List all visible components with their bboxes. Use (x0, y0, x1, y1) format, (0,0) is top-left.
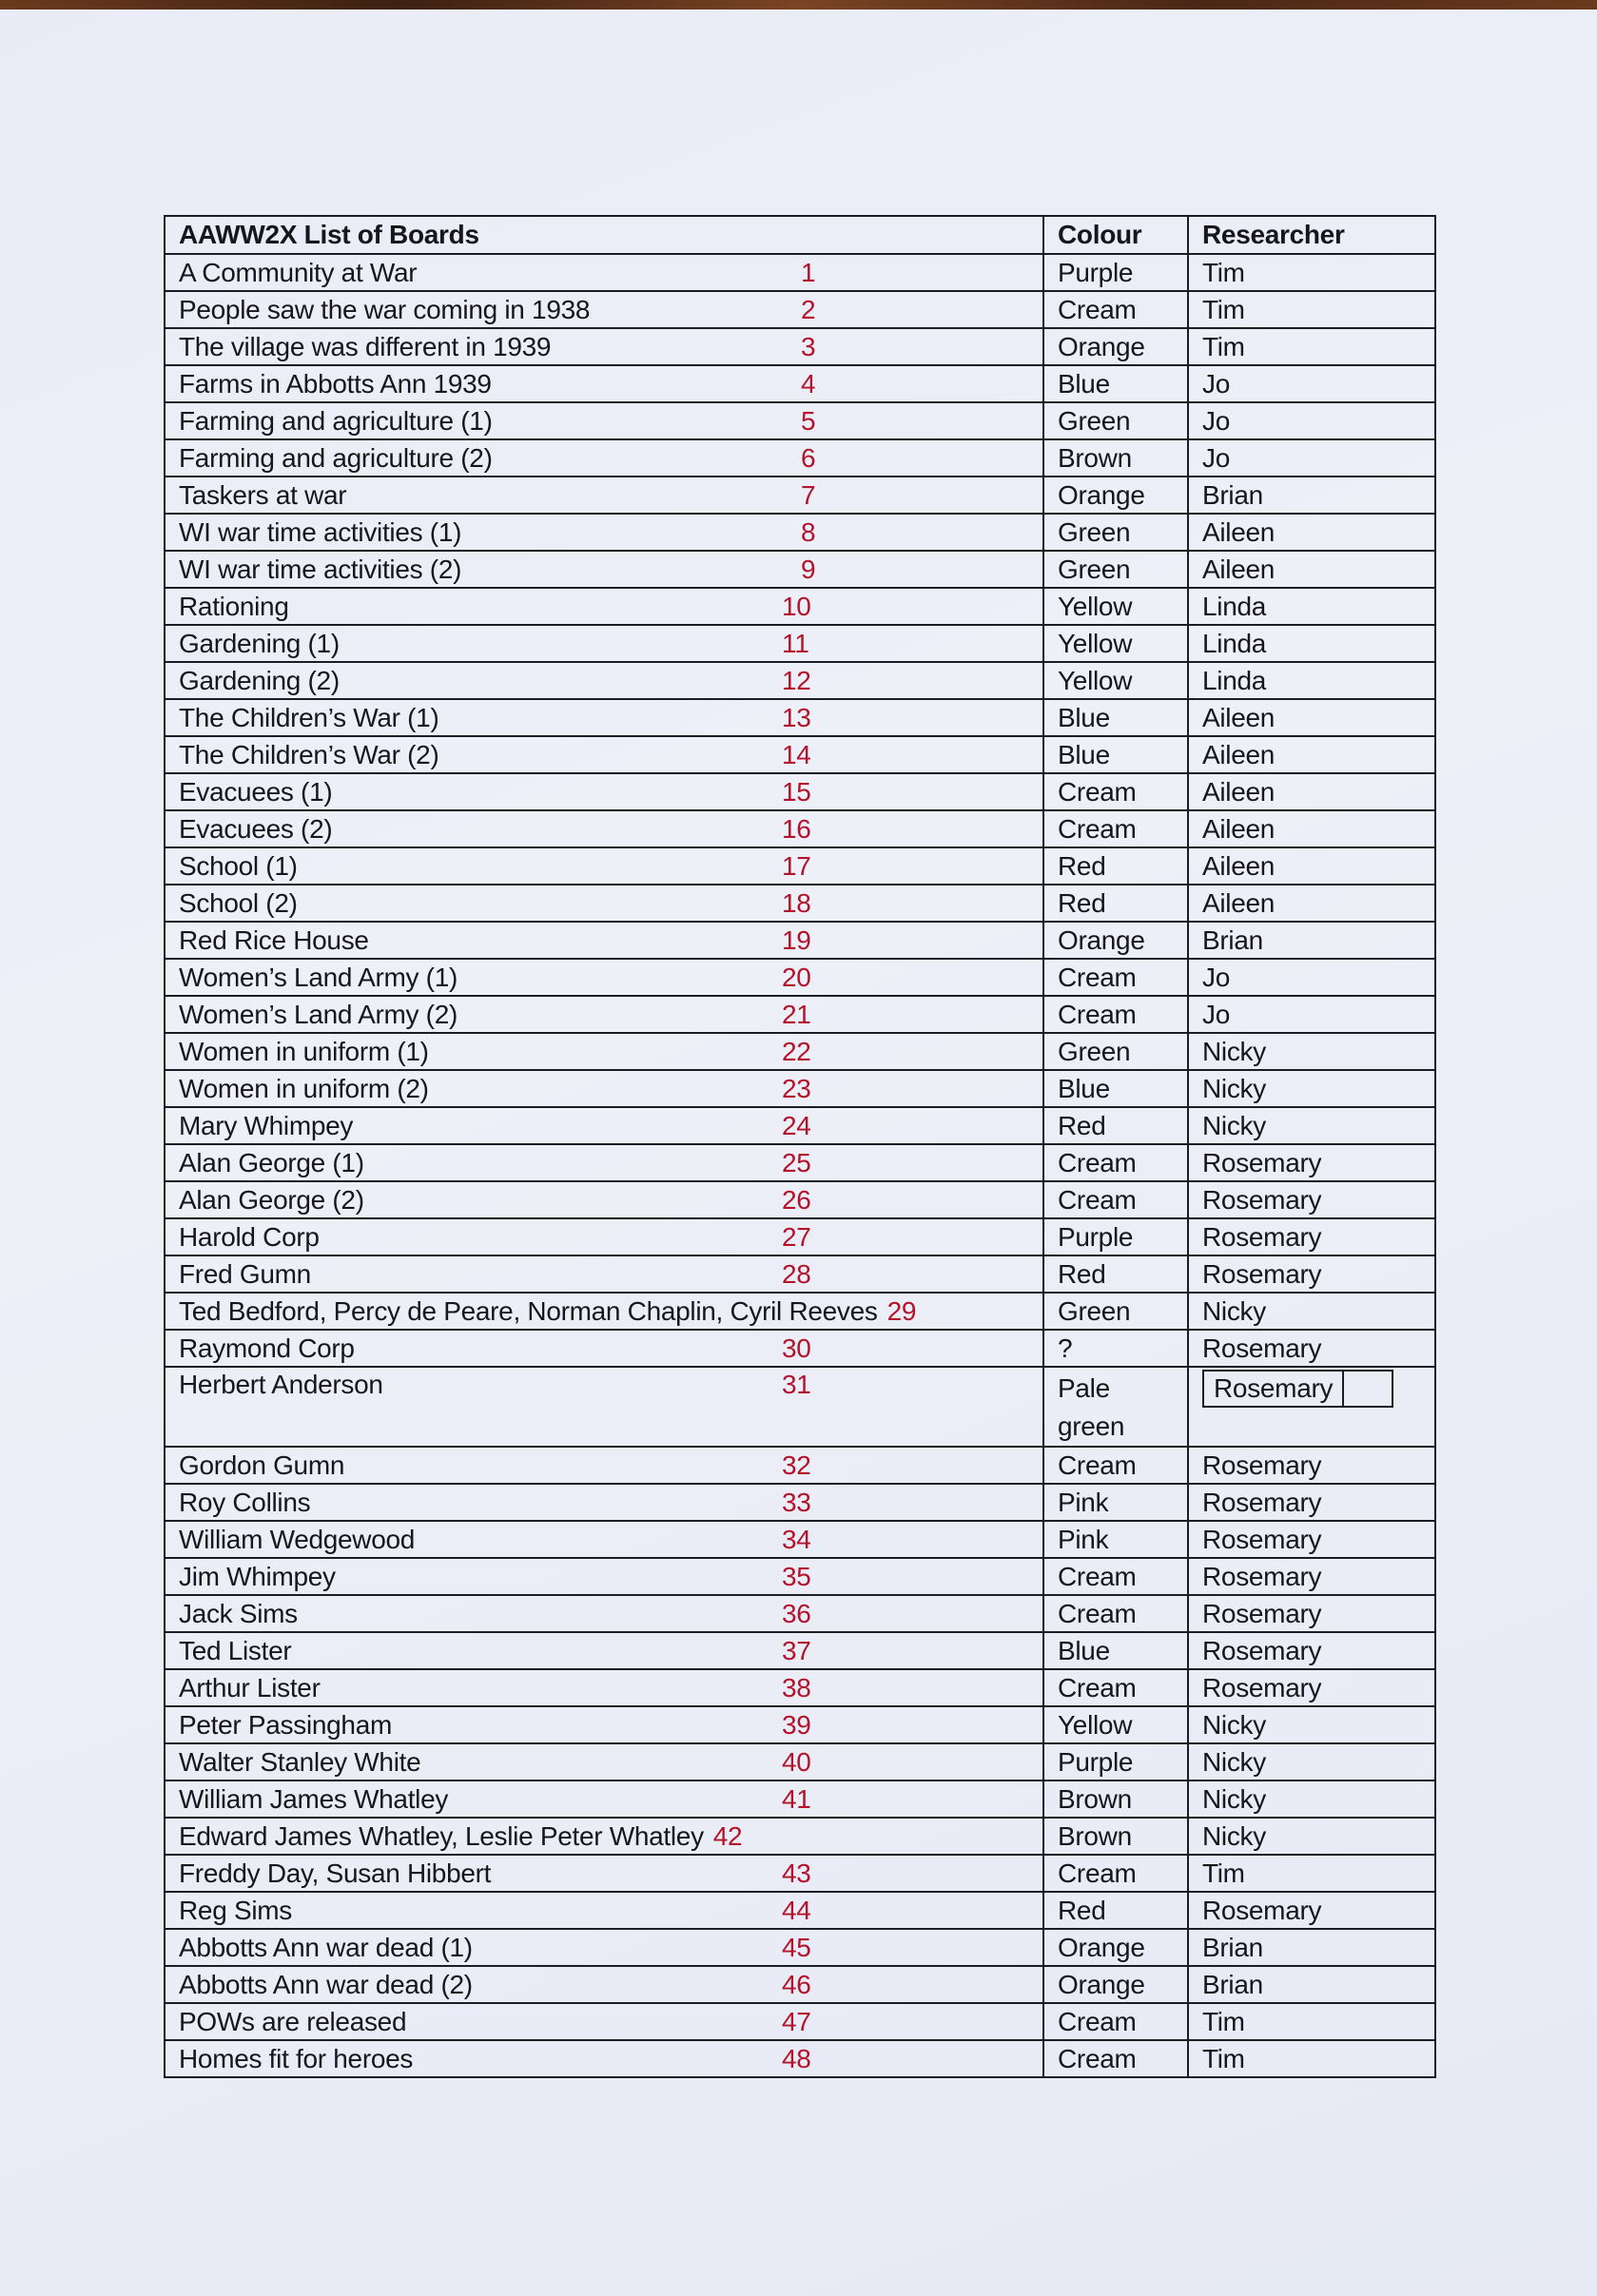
board-number: 45 (782, 1932, 811, 1962)
table-row (165, 625, 1435, 662)
board-name-cell (165, 477, 1043, 514)
colour-cell: Cream (1043, 810, 1188, 847)
colour-cell: Brown (1043, 439, 1188, 477)
board-number: 39 (782, 1709, 811, 1740)
table-row (165, 699, 1435, 736)
document-title: AAWW2X List of Boards (165, 216, 1043, 254)
board-number: 44 (782, 1895, 811, 1925)
board-number: 12 (782, 665, 811, 695)
researcher-cell: Rosemary (1188, 1669, 1435, 1706)
board-name: A Community at War (179, 257, 418, 287)
table-row (165, 1070, 1435, 1107)
board-number: 40 (782, 1746, 811, 1777)
table-header-row (165, 216, 1435, 254)
table-row (165, 1293, 1435, 1330)
board-number: 6 (801, 442, 816, 473)
board-number: 17 (782, 850, 811, 881)
colour-cell: Red (1043, 885, 1188, 922)
table-row (165, 1107, 1435, 1144)
board-name: Gardening (1) (179, 628, 340, 658)
board-name-cell (165, 588, 1043, 625)
table-row (165, 1181, 1435, 1218)
board-name-cell (165, 959, 1043, 996)
table-row (165, 1855, 1435, 1892)
colour-cell: Cream (1043, 996, 1188, 1033)
board-number: 43 (782, 1858, 811, 1888)
researcher-cell: Linda (1188, 625, 1435, 662)
table-row (165, 2040, 1435, 2077)
board-number: 5 (801, 405, 816, 436)
board-name-cell (165, 736, 1043, 773)
board-name: School (1) (179, 850, 298, 881)
board-name-cell (165, 514, 1043, 551)
board-name: Evacuees (2) (179, 813, 333, 844)
researcher-cell: Tim (1188, 291, 1435, 328)
board-name: Peter Passingham (179, 1709, 392, 1740)
table-row (165, 773, 1435, 810)
board-name-cell (165, 2040, 1043, 2077)
colour-cell: Cream (1043, 2003, 1188, 2040)
board-number: 11 (782, 628, 809, 658)
table-row (165, 662, 1435, 699)
table-row (165, 1484, 1435, 1521)
table-row (165, 847, 1435, 885)
researcher-cell: Jo (1188, 402, 1435, 439)
colour-cell: Brown (1043, 1780, 1188, 1818)
board-name: Abbotts Ann war dead (2) (179, 1969, 473, 1999)
board-number: 10 (782, 591, 811, 621)
board-number: 37 (782, 1635, 811, 1665)
board-name-cell (165, 1632, 1043, 1669)
colour-cell: Yellow (1043, 588, 1188, 625)
colour-cell: Purple (1043, 1743, 1188, 1780)
researcher-cell: Tim (1188, 328, 1435, 365)
board-number: 36 (782, 1598, 811, 1628)
board-name: Taskers at war (179, 479, 347, 510)
board-number: 38 (782, 1672, 811, 1703)
board-name: The Children’s War (2) (179, 739, 439, 769)
board-name-cell (165, 1144, 1043, 1181)
researcher-cell: Tim (1188, 2040, 1435, 2077)
researcher-cell: Aileen (1188, 773, 1435, 810)
board-name: WI war time activities (1) (179, 516, 462, 547)
board-name-cell (165, 1521, 1043, 1558)
colour-cell: Blue (1043, 699, 1188, 736)
board-name-cell (165, 365, 1043, 402)
researcher-cell: Nicky (1188, 1070, 1435, 1107)
board-name: Gordon Gumn (179, 1450, 345, 1480)
board-name-cell (165, 1033, 1043, 1070)
table-row (165, 1706, 1435, 1743)
board-name-cell (165, 2003, 1043, 2040)
colour-cell: Cream (1043, 1144, 1188, 1181)
researcher-cell: Rosemary (1188, 1484, 1435, 1521)
board-name: Farms in Abbotts Ann 1939 (179, 368, 492, 399)
board-name: School (2) (179, 887, 298, 918)
researcher-cell: Jo (1188, 365, 1435, 402)
board-number: 26 (782, 1184, 811, 1215)
board-number: 35 (782, 1561, 811, 1591)
board-number: 2 (801, 294, 816, 324)
board-name-cell (165, 773, 1043, 810)
board-name-cell (165, 1484, 1043, 1521)
colour-cell: Purple (1043, 254, 1188, 291)
table-row (165, 996, 1435, 1033)
table-row (165, 1780, 1435, 1818)
researcher-cell: Aileen (1188, 736, 1435, 773)
table-row (165, 1521, 1435, 1558)
table-row (165, 1144, 1435, 1181)
researcher-cell: Jo (1188, 996, 1435, 1033)
board-name-cell (165, 1780, 1043, 1818)
researcher-cell: Rosemary (1188, 1892, 1435, 1929)
board-name: Ted Bedford, Percy de Peare, Norman Chaplin, Cyril Reeves (179, 1295, 878, 1326)
researcher-cell: Rosemary (1188, 1632, 1435, 1669)
board-name-cell (165, 1818, 1043, 1855)
boards-table (164, 215, 1436, 2078)
researcher-cell: Aileen (1188, 699, 1435, 736)
colour-cell: Green (1043, 514, 1188, 551)
board-number: 46 (782, 1969, 811, 1999)
colour-cell: Yellow (1043, 1706, 1188, 1743)
board-name: Women in uniform (1) (179, 1036, 429, 1066)
table-row (165, 1632, 1435, 1669)
researcher-cell: Rosemary (1188, 1558, 1435, 1595)
researcher-cell: Tim (1188, 1855, 1435, 1892)
colour-cell: Yellow (1043, 662, 1188, 699)
researcher-cell: Aileen (1188, 810, 1435, 847)
colour-cell: Cream (1043, 1595, 1188, 1632)
board-number: 31 (782, 1370, 811, 1399)
board-name: Jim Whimpey (179, 1561, 336, 1591)
board-number: 1 (801, 257, 816, 287)
board-name-cell (165, 699, 1043, 736)
researcher-cell: Nicky (1188, 1107, 1435, 1144)
table-row (165, 1966, 1435, 2003)
board-name-cell (165, 922, 1043, 959)
board-number: 19 (782, 924, 811, 955)
board-name-cell (165, 1855, 1043, 1892)
table-row (165, 439, 1435, 477)
researcher-cell: Nicky (1188, 1743, 1435, 1780)
board-name: Farming and agriculture (1) (179, 405, 493, 436)
board-name: Reg Sims (179, 1895, 292, 1925)
colour-cell: Orange (1043, 1966, 1188, 2003)
board-number: 34 (782, 1524, 811, 1554)
colour-cell: Orange (1043, 1929, 1188, 1966)
colour-cell: Orange (1043, 328, 1188, 365)
board-name: Rationing (179, 591, 289, 621)
colour-cell: Yellow (1043, 625, 1188, 662)
board-number: 22 (782, 1036, 811, 1066)
board-name-cell (165, 402, 1043, 439)
board-name: William James Whatley (179, 1783, 449, 1814)
header-colour: Colour (1043, 216, 1188, 254)
board-name: Farming and agriculture (2) (179, 442, 493, 473)
researcher-cell: Brian (1188, 1966, 1435, 2003)
researcher-cell: Brian (1188, 922, 1435, 959)
board-name-cell (165, 1107, 1043, 1144)
table-row (165, 1447, 1435, 1484)
board-name: Alan George (2) (179, 1184, 364, 1215)
board-number: 21 (782, 999, 811, 1029)
board-number: 29 (886, 1295, 917, 1326)
board-name-cell (165, 1255, 1043, 1293)
board-name: Fred Gumn (179, 1258, 311, 1289)
board-name-cell (165, 1743, 1043, 1780)
table-row (165, 1033, 1435, 1070)
board-name-cell (165, 1706, 1043, 1743)
board-name: Abbotts Ann war dead (1) (179, 1932, 473, 1962)
researcher-cell: Nicky (1188, 1033, 1435, 1070)
table-row (165, 1218, 1435, 1255)
colour-cell: Pink (1043, 1484, 1188, 1521)
colour-cell: Red (1043, 1892, 1188, 1929)
colour-cell: Red (1043, 847, 1188, 885)
researcher-cell: Rosemary (1188, 1447, 1435, 1484)
colour-cell: Cream (1043, 291, 1188, 328)
stray-box-outline (1344, 1370, 1393, 1408)
board-name: Edward James Whatley, Leslie Peter Whatley (179, 1820, 704, 1851)
table-row (165, 588, 1435, 625)
board-name: Women’s Land Army (2) (179, 999, 458, 1029)
table-row (165, 365, 1435, 402)
colour-cell: Pale green (1043, 1367, 1188, 1447)
board-name: Women in uniform (2) (179, 1073, 429, 1103)
board-name: Women’s Land Army (1) (179, 962, 458, 992)
table-row (165, 736, 1435, 773)
board-name-cell (165, 1669, 1043, 1706)
table-row (165, 1558, 1435, 1595)
table-row (165, 514, 1435, 551)
table-row (165, 922, 1435, 959)
colour-cell: Cream (1043, 1558, 1188, 1595)
researcher-cell: Aileen (1188, 847, 1435, 885)
board-name-cell (165, 1558, 1043, 1595)
researcher-cell: Rosemary (1188, 1181, 1435, 1218)
colour-cell: Pink (1043, 1521, 1188, 1558)
colour-cell: Green (1043, 402, 1188, 439)
colour-cell: Blue (1043, 365, 1188, 402)
board-name-cell (165, 847, 1043, 885)
colour-cell: Cream (1043, 959, 1188, 996)
researcher-cell: Jo (1188, 439, 1435, 477)
colour-cell: Cream (1043, 1447, 1188, 1484)
board-number: 33 (782, 1487, 811, 1517)
researcher-cell: Rosemary (1188, 1521, 1435, 1558)
board-number: 8 (801, 516, 816, 547)
colour-cell: Blue (1043, 1070, 1188, 1107)
table-row (165, 328, 1435, 365)
board-name: Walter Stanley White (179, 1746, 421, 1777)
board-name-cell (165, 1070, 1043, 1107)
boards-document (164, 215, 1434, 2078)
board-number: 48 (782, 2043, 811, 2073)
board-number: 27 (782, 1221, 811, 1252)
header-researcher: Researcher (1188, 216, 1435, 254)
researcher-cell: Rosemary (1188, 1218, 1435, 1255)
table-row (165, 1743, 1435, 1780)
board-name: Jack Sims (179, 1598, 298, 1628)
table-row (165, 1929, 1435, 1966)
colour-cell: Green (1043, 1033, 1188, 1070)
board-name-cell (165, 1892, 1043, 1929)
board-number: 41 (782, 1783, 811, 1814)
board-name: Gardening (2) (179, 665, 340, 695)
board-name-cell (165, 996, 1043, 1033)
researcher-boxed: Rosemary (1202, 1370, 1344, 1408)
researcher-cell: Nicky (1188, 1818, 1435, 1855)
board-number: 28 (782, 1258, 811, 1289)
table-row (165, 477, 1435, 514)
board-name: Homes fit for heroes (179, 2043, 414, 2073)
background-wood-edge (0, 0, 1597, 10)
board-number: 15 (782, 776, 811, 807)
researcher-cell (1188, 1367, 1435, 1447)
colour-cell: Red (1043, 1107, 1188, 1144)
board-number: 23 (782, 1073, 811, 1103)
table-row (165, 810, 1435, 847)
board-number: 4 (801, 368, 816, 399)
board-number: 20 (782, 962, 811, 992)
researcher-cell: Rosemary (1188, 1255, 1435, 1293)
board-name: Roy Collins (179, 1487, 311, 1517)
board-name-cell (165, 1929, 1043, 1966)
colour-cell: Blue (1043, 736, 1188, 773)
colour-cell: Blue (1043, 1632, 1188, 1669)
table-row (165, 551, 1435, 588)
board-name: William Wedgewood (179, 1524, 416, 1554)
table-row (165, 1330, 1435, 1367)
table-row (165, 885, 1435, 922)
colour-cell: Cream (1043, 1669, 1188, 1706)
board-number: 9 (801, 554, 816, 584)
researcher-cell: Brian (1188, 477, 1435, 514)
board-name: Red Rice House (179, 924, 369, 955)
colour-cell: Orange (1043, 477, 1188, 514)
board-number: 14 (782, 739, 811, 769)
board-name-cell (165, 810, 1043, 847)
board-name: Herbert Anderson (179, 1370, 383, 1399)
researcher-cell: Brian (1188, 1929, 1435, 1966)
researcher-cell: Tim (1188, 2003, 1435, 2040)
board-number: 32 (782, 1450, 811, 1480)
colour-cell: Cream (1043, 2040, 1188, 2077)
board-name-cell (165, 291, 1043, 328)
researcher-cell: Aileen (1188, 885, 1435, 922)
board-name-cell (165, 1447, 1043, 1484)
board-number: 24 (782, 1110, 811, 1140)
table-row (165, 1892, 1435, 1929)
researcher-cell: Rosemary (1188, 1595, 1435, 1632)
colour-cell: Brown (1043, 1818, 1188, 1855)
researcher-cell: Nicky (1188, 1780, 1435, 1818)
colour-cell: Purple (1043, 1218, 1188, 1255)
board-name-cell (165, 1181, 1043, 1218)
researcher-cell: Linda (1188, 662, 1435, 699)
board-number: 30 (782, 1333, 811, 1363)
board-name-cell (165, 254, 1043, 291)
researcher-cell: Aileen (1188, 514, 1435, 551)
board-name: POWs are released (179, 2006, 407, 2036)
colour-cell: Green (1043, 1293, 1188, 1330)
board-name-cell (165, 885, 1043, 922)
board-number: 42 (712, 1820, 743, 1851)
table-row (165, 1669, 1435, 1706)
board-number: 18 (782, 887, 811, 918)
board-name: Evacuees (1) (179, 776, 333, 807)
researcher-cell: Nicky (1188, 1706, 1435, 1743)
board-name-cell (165, 328, 1043, 365)
board-number: 7 (801, 479, 816, 510)
board-name-cell (165, 1330, 1043, 1367)
board-name: The village was different in 1939 (179, 331, 552, 361)
table-row (165, 2003, 1435, 2040)
colour-cell: Cream (1043, 773, 1188, 810)
board-number: 13 (782, 702, 811, 732)
table-row (165, 1255, 1435, 1293)
board-name: Ted Lister (179, 1635, 292, 1665)
researcher-cell: Aileen (1188, 551, 1435, 588)
board-name: Mary Whimpey (179, 1110, 354, 1140)
board-name-cell (165, 439, 1043, 477)
board-name: Freddy Day, Susan Hibbert (179, 1858, 492, 1888)
board-name: WI war time activities (2) (179, 554, 462, 584)
board-name-cell (165, 551, 1043, 588)
board-name: Arthur Lister (179, 1672, 321, 1703)
board-name-cell (165, 625, 1043, 662)
researcher-cell: Linda (1188, 588, 1435, 625)
table-row (165, 254, 1435, 291)
board-number: 3 (801, 331, 816, 361)
board-name: Harold Corp (179, 1221, 320, 1252)
board-number: 25 (782, 1147, 811, 1177)
board-name-cell (165, 662, 1043, 699)
table-row (165, 1367, 1435, 1447)
board-name: Raymond Corp (179, 1333, 355, 1363)
board-name: Alan George (1) (179, 1147, 364, 1177)
board-name-cell (165, 1218, 1043, 1255)
table-row (165, 1818, 1435, 1855)
researcher-cell: Nicky (1188, 1293, 1435, 1330)
table-row (165, 959, 1435, 996)
colour-cell: Red (1043, 1255, 1188, 1293)
board-name-cell (165, 1595, 1043, 1632)
colour-cell: Cream (1043, 1855, 1188, 1892)
colour-cell: ? (1043, 1330, 1188, 1367)
researcher-cell: Jo (1188, 959, 1435, 996)
table-row (165, 1595, 1435, 1632)
board-name: People saw the war coming in 1938 (179, 294, 591, 324)
board-name: The Children’s War (1) (179, 702, 439, 732)
board-name-cell (165, 1966, 1043, 2003)
board-name-cell (165, 1367, 1043, 1447)
colour-cell: Cream (1043, 1181, 1188, 1218)
table-row (165, 291, 1435, 328)
researcher-cell: Rosemary (1188, 1144, 1435, 1181)
colour-cell: Orange (1043, 922, 1188, 959)
researcher-cell: Tim (1188, 254, 1435, 291)
researcher-cell: Rosemary (1188, 1330, 1435, 1367)
table-row (165, 402, 1435, 439)
board-number: 16 (782, 813, 811, 844)
board-name-cell (165, 1293, 1043, 1330)
colour-cell: Green (1043, 551, 1188, 588)
board-number: 47 (782, 2006, 811, 2036)
